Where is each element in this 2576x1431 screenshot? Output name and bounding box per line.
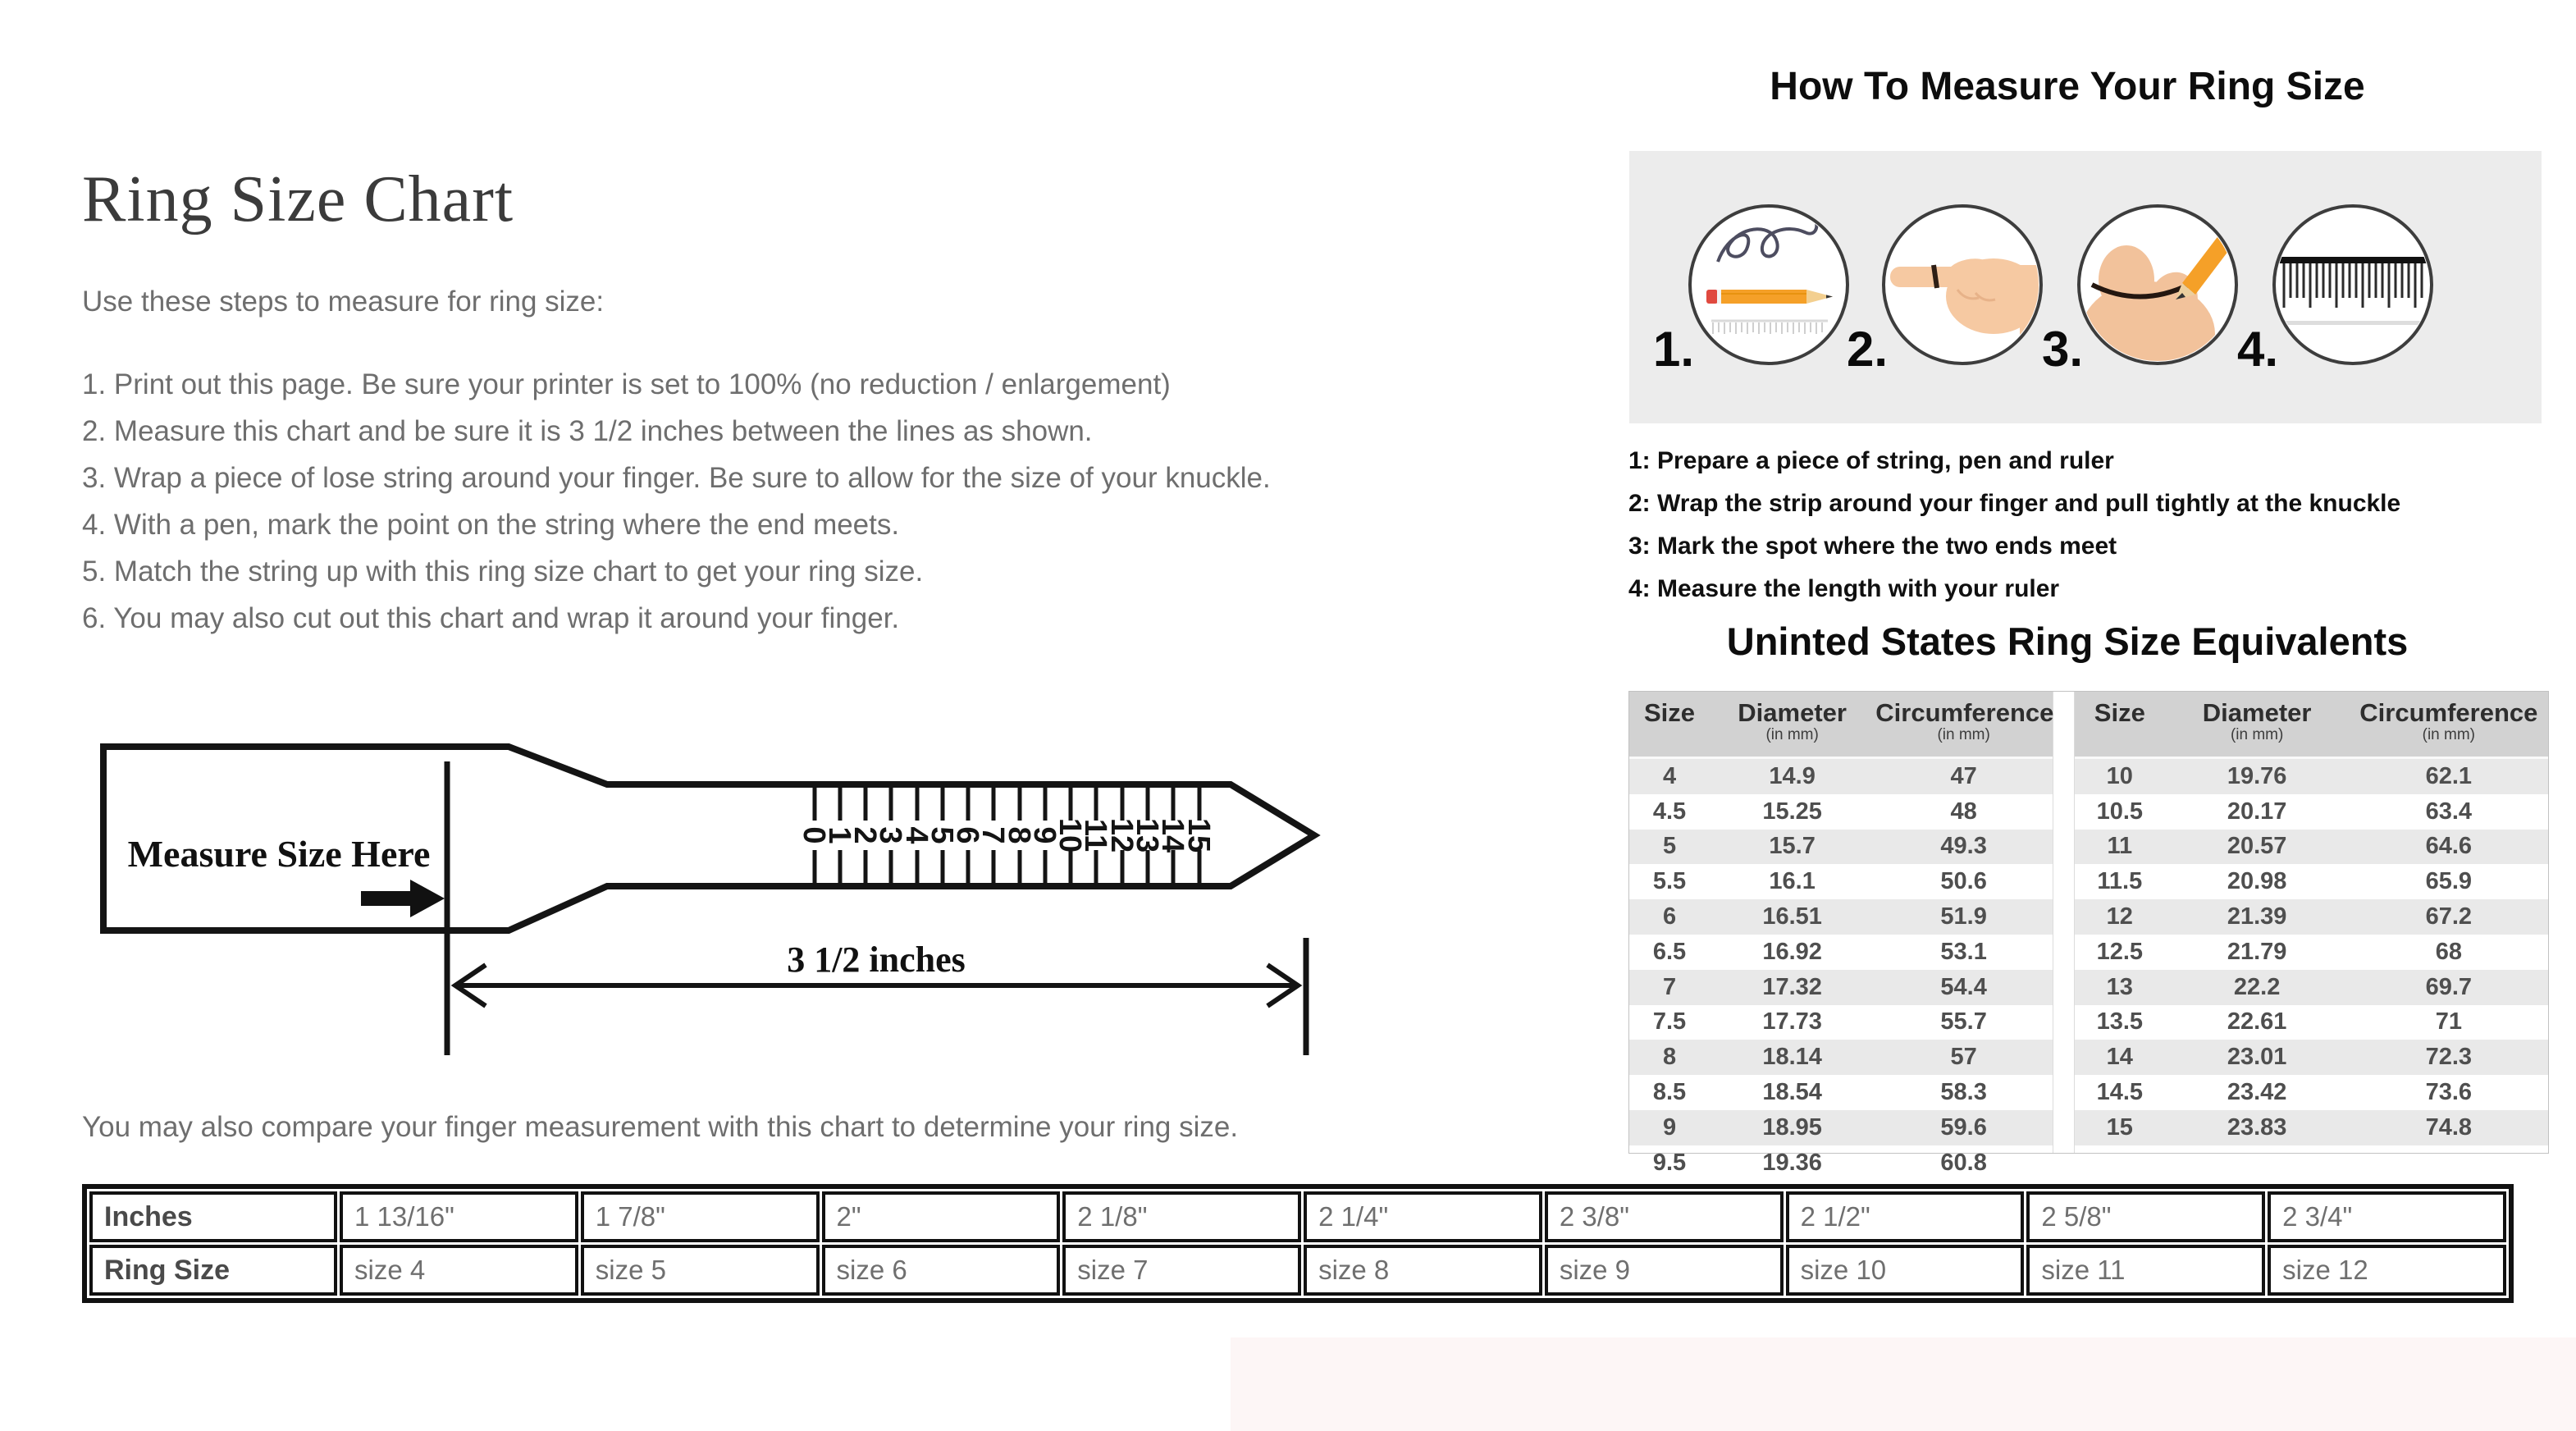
equivalents-table-right [2074, 692, 2548, 1153]
row-label: Inches [89, 1191, 337, 1242]
howto-illustrations [1629, 151, 2542, 423]
ruler-number: 12 [1104, 817, 1139, 853]
table-row: 13 22.2 69.7 [2075, 970, 2548, 1005]
table-row: 4 14.9 47 [1629, 758, 2053, 794]
equivalents-title: Uninted States Ring Size Equivalents [1726, 619, 2409, 663]
table-row: 14 23.01 72.3 [2075, 1040, 2548, 1075]
howto-title: How To Measure Your Ring Size [1770, 65, 2365, 108]
table-row: 7.5 17.73 55.7 [1652, 1008, 1987, 1036]
table-row: 9 18.95 59.6 [1629, 1110, 2053, 1145]
unit-label: (in mm) [1765, 726, 1819, 743]
table-row: Ring Size size 4 size 5 size 6 size 7 size 8 size 9 size 10 size 11 size 12 [89, 1245, 2506, 1296]
equivalents-table-left [1629, 692, 2054, 1176]
col-circumference: Circumference [2359, 698, 2538, 727]
ruler-number: 14 [1155, 817, 1190, 853]
table-row: 14.5 23.42 73.6 [2096, 1079, 2473, 1106]
table-row: 8.5 18.54 58.3 [1652, 1079, 1987, 1106]
step-item: 6. You may also cut out this chart and wrap it around your finger. [82, 602, 900, 634]
table-row: 10 19.76 62.1 [2075, 758, 2548, 794]
col-circumference: Circumference [1875, 698, 2054, 727]
table-row: 9.5 19.36 60.8 [1652, 1149, 1987, 1176]
table-gutter [2053, 692, 2074, 1153]
step-item: 4. With a pen, mark the point on the string where the end meets. [82, 509, 900, 541]
compare-note: You may also compare your finger measurement with this chart to determine your ring size. [82, 1111, 1239, 1143]
col-diameter: Diameter [2202, 698, 2312, 727]
table-row: 10.5 20.17 63.4 [2096, 798, 2473, 825]
measure-size-label: Measure Size Here [127, 833, 431, 875]
table-row: 12.5 21.79 68 [2096, 938, 2462, 965]
equivalents-table [1628, 691, 2549, 1176]
width-label: 3 1/2 inches [787, 940, 966, 980]
ruler-number: 9 [1027, 826, 1062, 844]
intro-text: Use these steps to measure for ring size: [82, 286, 605, 318]
ruler-number: 11 [1078, 818, 1112, 853]
col-diameter: Diameter [1738, 698, 1847, 727]
ruler-number: 4 [899, 826, 934, 844]
table-row: 6.5 16.92 53.1 [1652, 938, 1987, 965]
table-header-row [1629, 692, 2053, 758]
table-row: 5 15.7 49.3 [1629, 830, 2053, 865]
conversion-table [82, 1184, 2514, 1303]
howto-panel [1629, 151, 2542, 423]
unit-label: (in mm) [2422, 726, 2476, 743]
step-item: 2. Measure this chart and be sure it is 3 1/2 inches between the lines as shown. [82, 415, 1093, 447]
col-size: Size [1644, 698, 1696, 727]
ruler-number: 10 [1053, 817, 1087, 853]
step-item: 1. Print out this page. Be sure your printer is set to 100% (no reduction / enlargement) [82, 368, 1171, 400]
table-row: 15 23.83 74.8 [2075, 1110, 2548, 1145]
table-row [2075, 1145, 2548, 1181]
ruler-number: 3 [873, 826, 907, 844]
table-header-row [2075, 692, 2548, 758]
howto-step: 3: Mark the spot where the two ends meet [1628, 533, 2117, 560]
howto-step-number: 2. [1846, 322, 1889, 377]
table-row: 11 20.57 64.6 [2075, 830, 2548, 865]
background-tint [1231, 1337, 2576, 1431]
ruler-number: 7 [975, 826, 1010, 844]
row-label: Ring Size [89, 1245, 337, 1296]
ruler-number: 0 [797, 826, 831, 844]
table-row: 8 18.14 57 [1629, 1040, 2053, 1075]
step-circle [1690, 206, 1848, 363]
howto-step: 1: Prepare a piece of string, pen and ruler [1628, 447, 2114, 474]
ruler-number: 8 [1002, 826, 1036, 844]
step-item: 5. Match the string up with this ring size chart to get your ring size. [82, 555, 924, 587]
table-row: 4.5 15.25 48 [1652, 798, 1977, 825]
howto-step-number: 4. [2236, 322, 2279, 377]
ruler-number: 5 [925, 826, 959, 844]
ruler-number: 13 [1130, 817, 1164, 853]
table-row: 13.5 22.61 71 [2096, 1008, 2462, 1036]
table-row: Inches 1 13/16" 1 7/8" 2" 2 1/8" 2 1/4" 2 3/8" 2 1/2" 2 5/8" 2 3/4" [89, 1191, 2506, 1242]
table-row: 11.5 20.98 65.9 [2097, 868, 2473, 895]
table-row: 7 17.32 54.4 [1629, 970, 2053, 1005]
howto-step-number: 1. [1652, 322, 1695, 377]
howto-step: 2: Wrap the strip around your finger and pull tightly at the knuckle [1628, 490, 2401, 517]
howto-step-number: 3. [2041, 322, 2084, 377]
ruler-number: 1 [822, 826, 856, 844]
ruler-number: 2 [847, 826, 882, 844]
page-title: Ring Size Chart [82, 163, 514, 235]
unit-label: (in mm) [1937, 726, 1990, 743]
ring-sizer-diagram [82, 729, 1362, 1073]
unit-label: (in mm) [2230, 726, 2284, 743]
instruction-steps [82, 361, 1271, 642]
howto-step-list [1628, 440, 2400, 610]
table-row: 6 16.51 51.9 [1629, 899, 2053, 935]
ruler-number: 15 [1181, 817, 1216, 853]
ruler-number: 6 [950, 826, 984, 844]
table-row: 5.5 16.1 50.6 [1652, 868, 1987, 895]
howto-step: 4: Measure the length with your ruler [1628, 575, 2060, 602]
step-item: 3. Wrap a piece of lose string around your finger. Be sure to allow for the size of your knuckle. [82, 462, 1271, 494]
col-size: Size [2094, 698, 2145, 727]
table-row: 12 21.39 67.2 [2075, 899, 2548, 935]
